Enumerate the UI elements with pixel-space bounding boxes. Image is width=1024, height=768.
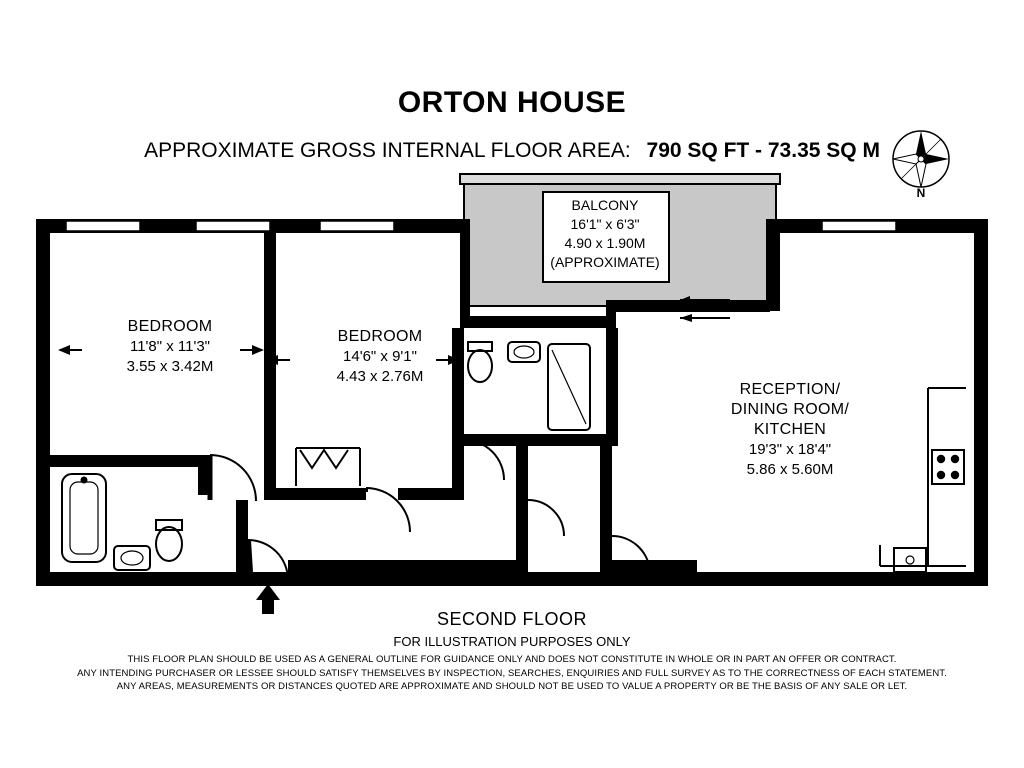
compass-north-label: N: [916, 186, 926, 200]
hob-icon: [932, 450, 964, 484]
room-dim-metric: 5.86 x 5.60M: [746, 461, 834, 478]
washbasin-icon: [114, 546, 150, 570]
bathtub-icon: [62, 474, 106, 562]
room-dim-imperial: 19'3" x 18'4": [748, 441, 832, 458]
room-dim-metric: 3.55 x 3.42M: [126, 358, 214, 375]
room-dim-imperial: 16'1" x 6'3": [570, 216, 640, 232]
room-dim-metric: 4.90 x 1.90M: [564, 235, 646, 251]
illustration-note: FOR ILLUSTRATION PURPOSES ONLY: [393, 634, 631, 649]
room-label-bedroom-2: [270, 327, 490, 387]
disclaimer-line-1: THIS FLOOR PLAN SHOULD BE USED AS A GENERAL OUTLINE FOR GUIDANCE ONLY AND DOES NOT CONSTITUTE IN WHOLE OR IN PART AN OFFER OR CONTRACT.: [127, 654, 897, 665]
room-name: BEDROOM: [127, 318, 213, 335]
room-dim-imperial: 11'8" x 11'3": [129, 338, 211, 355]
disclaimer-line-3: ANY AREAS, MEASUREMENTS OR DISTANCES QUOTED ARE APPROXIMATE AND SHOULD NOT BE USED TO VALUE A PROPERTY OR BE THE BASIS OF ANY SALE OR LET.: [116, 681, 908, 692]
floor-area-label: APPROXIMATE GROSS INTERNAL FLOOR AREA:: [144, 139, 631, 162]
room-dim-metric: 4.43 x 2.76M: [336, 368, 424, 385]
room-name: BEDROOM: [337, 328, 423, 345]
floor-area-value: 790 SQ FT - 73.35 SQ M: [646, 139, 880, 162]
room-name-line-3: KITCHEN: [753, 421, 827, 438]
toilet-icon: [156, 520, 182, 561]
disclaimer-line-2: ANY INTENDING PURCHASER OR LESSEE SHOULD SATISFY THEMSELVES BY INSPECTION, SEARCHES, ENQUIRIES AND FULL SURVEY AS TO THE CORRECTNESS OF EACH STATEMENT.: [77, 667, 947, 679]
room-label-balcony: [540, 196, 670, 272]
room-dim-imperial: 14'6" x 9'1": [343, 348, 417, 365]
floor-name: SECOND FLOOR: [436, 609, 588, 629]
room-name-line-1: RECEPTION/: [739, 381, 841, 398]
page-title: ORTON HOUSE: [397, 86, 627, 119]
disclaimer: [0, 653, 1024, 694]
sink-icon: [894, 548, 926, 572]
shower-icon: [548, 344, 590, 430]
room-note: (APPROXIMATE): [550, 254, 660, 270]
room-name-line-2: DINING ROOM/: [730, 401, 850, 418]
room-name: BALCONY: [571, 197, 639, 213]
washbasin-icon-2: [508, 342, 540, 362]
room-label-reception: [680, 380, 900, 480]
room-label-bedroom-1: [60, 317, 280, 377]
